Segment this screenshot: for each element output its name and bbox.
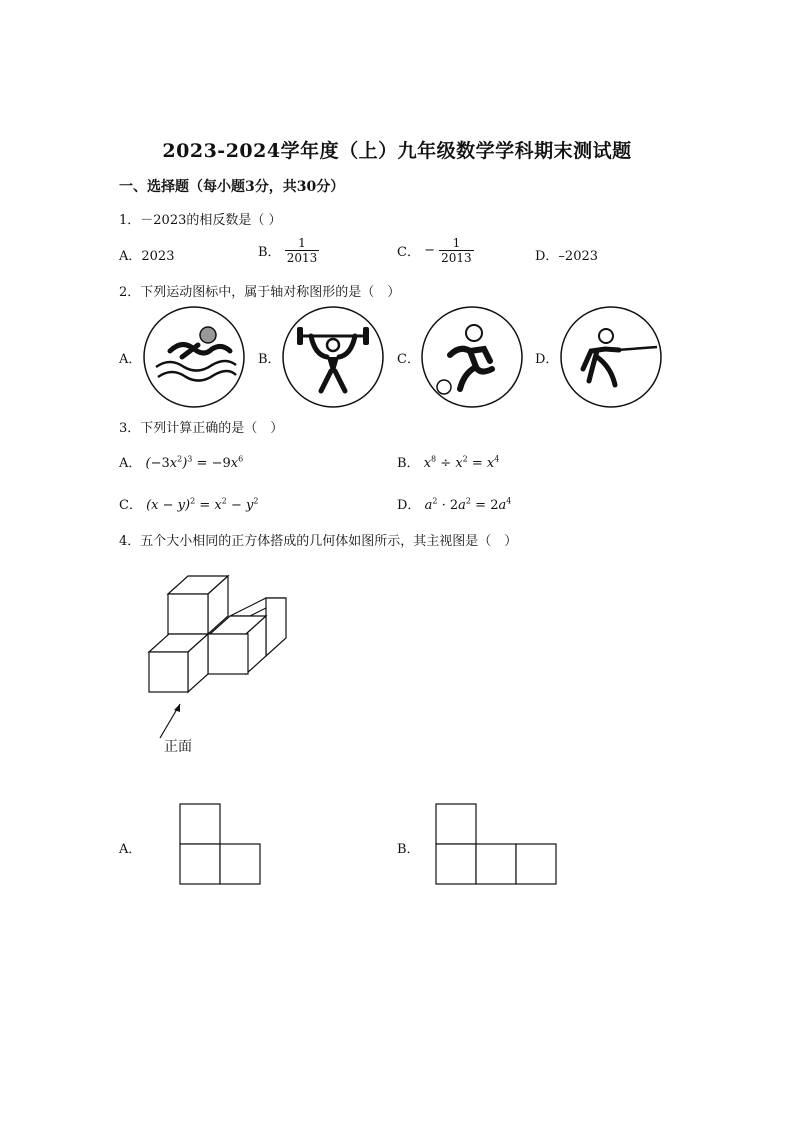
front-label: 正面 (164, 739, 192, 755)
q3-option-c-label: C． (119, 498, 142, 513)
swimming-icon (142, 305, 246, 409)
page-title: 2023-2024学年度（上）九年级数学学科期末测试题 (162, 140, 632, 162)
q4-option-a-figure (179, 803, 263, 887)
q1-option-c (397, 236, 474, 265)
minus-sign: − (424, 243, 435, 258)
fencing-icon (559, 305, 663, 409)
fraction-numerator: 1 (439, 236, 474, 251)
q3-option-b-formula: $x^8 \div x^2 = x^4$ (423, 454, 500, 471)
q1-option-c-label: C． (397, 245, 420, 260)
question-2-stem: 2．下列运动图标中，属于轴对称图形的是（ ） (119, 285, 401, 300)
q3-option-d-formula: $a^2 \cdot 2a^2 = 2a^4$ (424, 496, 512, 513)
question-3-stem: 3．下列计算正确的是（ ） (119, 421, 284, 436)
q2-option-d-label: D． (535, 352, 559, 367)
question-1-stem: 1．－2023的相反数是（ ） (119, 213, 282, 228)
q3-option-b (397, 452, 499, 471)
q4-option-b-label: B． (397, 842, 420, 857)
q2-option-a-label: A． (119, 352, 142, 367)
q2-option-b-label: B． (258, 352, 281, 367)
q3-option-c (119, 494, 258, 513)
q1-option-c-fraction (439, 236, 474, 265)
fraction-denominator: 2013 (441, 251, 472, 265)
q1-option-b-label: B． (258, 245, 281, 260)
q3-option-b-label: B． (397, 456, 420, 471)
q3-option-d (397, 494, 511, 513)
running-icon (420, 305, 524, 409)
q1-option-d: D．–2023 (535, 249, 599, 264)
q3-option-a (119, 452, 243, 471)
fraction-denominator: 2013 (286, 251, 318, 265)
q3-option-a-formula: $(-3x^2)^3 = -9x^6$ (145, 454, 244, 471)
q4-option-a-label: A． (119, 842, 142, 857)
fraction-numerator: 1 (285, 236, 320, 251)
q2-option-c-label: C． (397, 352, 420, 367)
q1-option-b (258, 236, 319, 265)
section-heading: 一、选择题（每小题3分，共30分） (119, 179, 345, 195)
q1-option-a: A．2023 (119, 249, 175, 264)
q3-option-c-formula: $(x - y)^2 = x^2 - y^2$ (146, 496, 259, 513)
weightlifting-icon (281, 305, 385, 409)
q4-option-b-figure (435, 803, 559, 887)
q3-option-a-label: A． (119, 456, 142, 471)
q3-option-d-label: D． (397, 498, 421, 513)
question-4-stem: 4．五个大小相同的正方体搭成的几何体如图所示，其主视图是（ ） (119, 534, 518, 549)
q1-option-b-fraction (285, 236, 320, 265)
